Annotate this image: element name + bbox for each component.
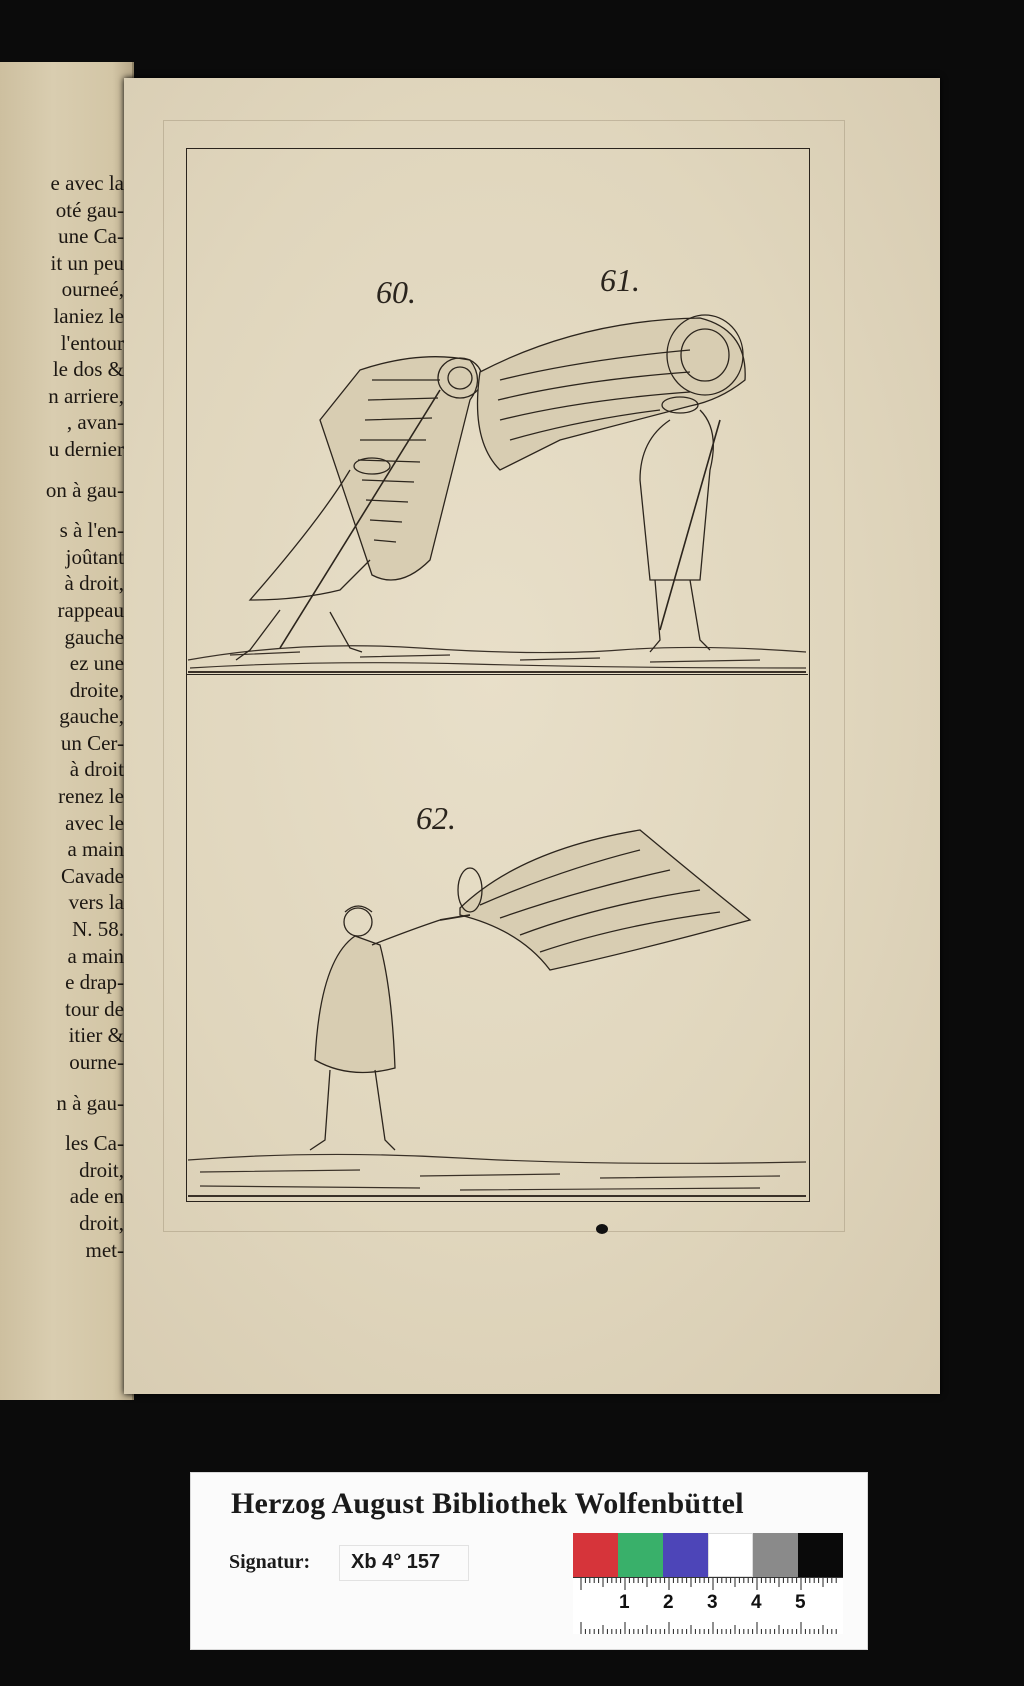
left-page-line: gauche xyxy=(64,624,124,649)
left-page-line: un Cer- xyxy=(60,730,124,755)
left-page-line: a main xyxy=(67,837,124,862)
figure-60-illustration xyxy=(236,357,482,660)
ground-bottom xyxy=(188,1154,806,1196)
ruler-number: 2 xyxy=(663,1592,674,1613)
left-page-line: gauche, xyxy=(59,704,124,729)
ruler-number: 3 xyxy=(707,1592,718,1613)
left-page-line: renez le xyxy=(58,784,124,809)
figure-number-60: 60. xyxy=(376,274,416,310)
left-page-line: N. 58. xyxy=(72,917,124,942)
left-page-line: e avec la xyxy=(50,171,124,195)
color-swatch xyxy=(798,1533,843,1577)
left-page-line: laniez le xyxy=(53,303,124,328)
left-page-line: oté gau- xyxy=(55,197,124,222)
ground-top xyxy=(188,646,806,672)
left-page-line: ez une xyxy=(69,651,124,676)
left-page-line: joûtant xyxy=(65,544,124,569)
left-page-line: droit, xyxy=(79,1157,124,1182)
color-swatch xyxy=(573,1533,618,1577)
ink-blot xyxy=(596,1224,608,1234)
figure-number-61: 61. xyxy=(600,262,640,298)
left-page-line: n à gau- xyxy=(56,1090,124,1115)
color-swatch xyxy=(663,1533,708,1577)
left-page-line: on à gau- xyxy=(45,477,124,502)
color-swatch xyxy=(708,1533,753,1577)
left-page-line: les Ca- xyxy=(65,1131,124,1156)
ruler-number: 1 xyxy=(619,1592,630,1613)
left-page-line: l'entour xyxy=(60,330,124,355)
left-page-line: ourneé, xyxy=(61,277,124,302)
left-page-line: ade en xyxy=(69,1184,124,1209)
left-page-line: e drap- xyxy=(65,970,124,995)
left-page-line: Cavade xyxy=(61,863,124,888)
left-page-line: une Ca- xyxy=(58,224,124,249)
left-page-line: avec le xyxy=(65,810,124,835)
left-page-line: itier & xyxy=(68,1023,124,1048)
ruler-number: 4 xyxy=(751,1592,762,1613)
left-page-line: met- xyxy=(85,1237,124,1262)
scale-ruler xyxy=(573,1577,843,1634)
ruler-number: 5 xyxy=(795,1592,806,1613)
signatur-value: Xb 4° 157 xyxy=(351,1551,441,1573)
left-page-line: vers la xyxy=(68,890,124,915)
left-page-line: it un peu xyxy=(50,250,124,275)
library-title: Herzog August Bibliothek Wolfenbüttel xyxy=(231,1487,744,1520)
left-page-line: n arriere, xyxy=(48,383,124,408)
left-page-line: rappeau xyxy=(57,597,124,622)
left-page-line: s à l'en- xyxy=(59,518,124,543)
left-page-line: à droit xyxy=(69,757,124,782)
left-page-line: , avan- xyxy=(66,410,124,435)
color-calibration-chart xyxy=(573,1533,843,1577)
figure-62-illustration xyxy=(310,830,750,1150)
left-page-line: le dos & xyxy=(52,357,124,382)
color-swatch xyxy=(618,1533,663,1577)
figure-number-62: 62. xyxy=(416,800,456,836)
signatur-label: Signatur: xyxy=(229,1551,311,1573)
left-page-line: ourne- xyxy=(69,1050,124,1074)
left-page-line: tour de xyxy=(65,996,124,1021)
figure-61-illustration xyxy=(478,315,746,652)
left-page-line: droite, xyxy=(69,677,124,702)
left-page-line: à droit, xyxy=(64,571,124,596)
color-swatch xyxy=(753,1533,798,1577)
library-label xyxy=(190,1472,868,1650)
left-page-line: a main xyxy=(67,943,124,968)
left-page-line: u dernier xyxy=(48,436,124,461)
left-page-line: droit, xyxy=(79,1210,124,1235)
